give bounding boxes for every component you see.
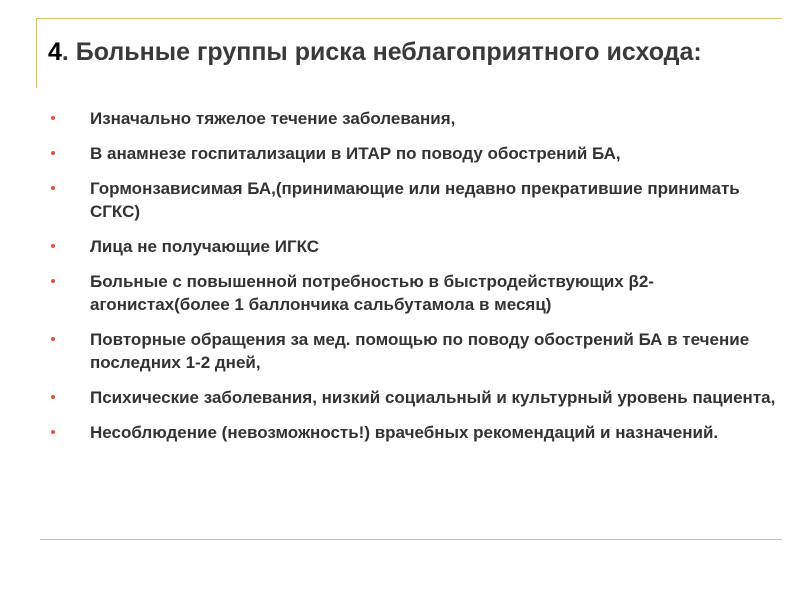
bullet-dot-icon [51,430,55,434]
list-item [48,142,783,165]
list-item [48,235,783,258]
list-item [48,107,783,130]
list-item [48,386,783,409]
bullet-dot-icon [51,244,55,248]
bullet-dot-icon [51,186,55,190]
title-number: 4 [48,38,62,66]
bullet-dot-icon [51,116,55,120]
list-item [48,421,783,444]
list-item [48,177,783,223]
top-divider [36,18,782,19]
list-item-text: Больные с повышенной потребностью в быстродействующих β2-агонистах(более 1 баллончика сальбутамола в месяц) [90,272,654,314]
bullet-dot-icon [51,337,55,341]
bullet-dot-icon [51,395,55,399]
list-item-text: В анамнезе госпитализации в ИТАР по поводу обострений БА, [90,144,621,163]
list-item-text: Несоблюдение (невозможность!) врачебных рекомендаций и назначений. [90,423,719,442]
list-item-text: Изначально тяжелое течение заболевания, [90,109,456,128]
list-item-text: Гормонзависимая БА,(принимающие или недавно прекратившие принимать СГКС) [90,179,740,221]
slide-title [48,36,768,68]
bullet-list [48,107,783,456]
bullet-dot-icon [51,151,55,155]
list-item-text: Повторные обращения за мед. помощью по поводу обострений БА в течение последних 1-2 дней, [90,330,750,372]
list-item [48,328,783,374]
title-text: . Больные группы риска неблагоприятного исхода: [61,38,702,66]
bottom-divider [40,539,782,540]
list-item [48,270,783,316]
list-item-text: Психические заболевания, низкий социальный и культурный уровень пациента, [90,388,776,407]
bullet-dot-icon [51,279,55,283]
list-item-text: Лица не получающие ИГКС [90,237,320,256]
left-divider [36,18,37,88]
